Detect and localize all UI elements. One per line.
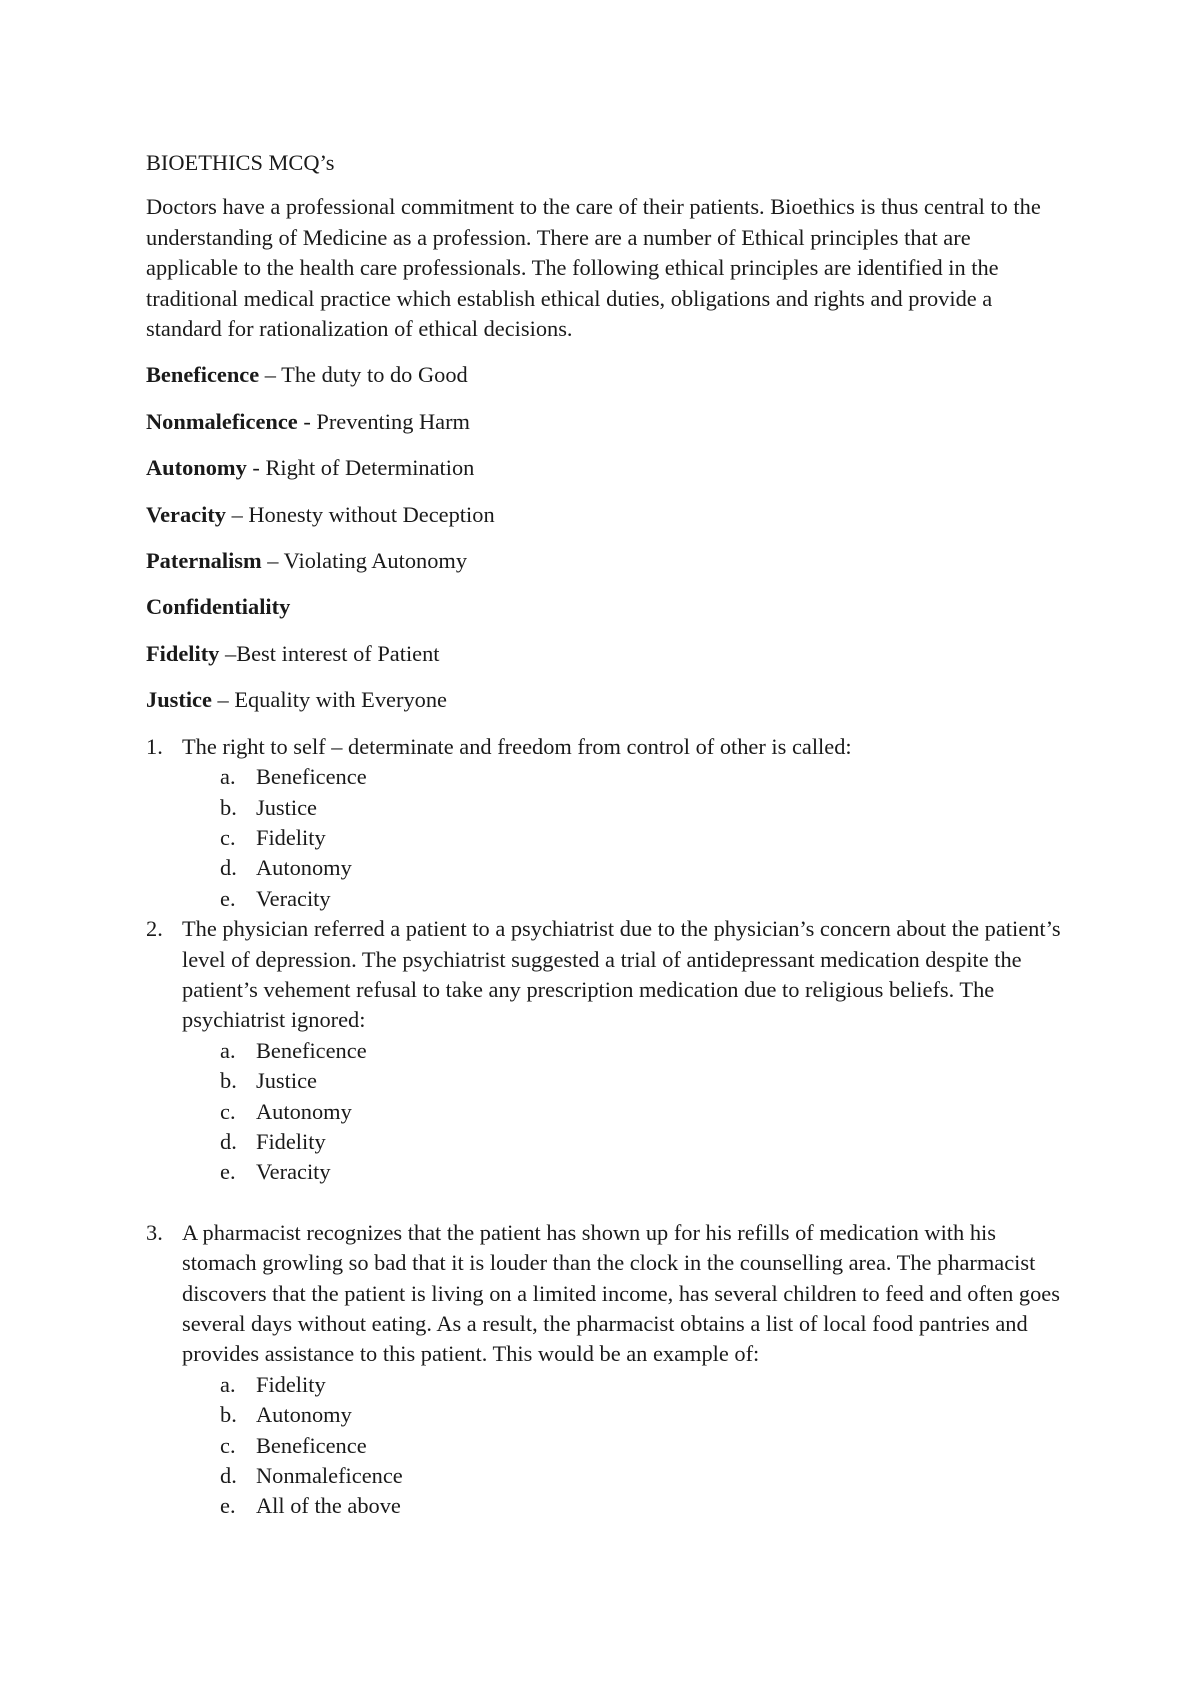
option-letter: b. (220, 1068, 237, 1094)
option-item (220, 793, 1066, 823)
option-item (220, 884, 1066, 914)
option-text: Fidelity (256, 824, 326, 850)
principle-justice (146, 685, 1066, 715)
principle-description: Best interest of Patient (236, 640, 440, 666)
option-text: Veracity (256, 1159, 331, 1185)
option-text: Fidelity (256, 1371, 326, 1397)
option-letter: a. (220, 764, 236, 790)
option-item (220, 1461, 1066, 1491)
principle-term: Veracity (146, 501, 226, 527)
principle-separator: – (219, 640, 237, 666)
option-item (220, 853, 1066, 883)
principle-description: Equality with Everyone (234, 687, 447, 713)
option-text: Veracity (256, 885, 331, 911)
option-text: Autonomy (256, 855, 352, 881)
principle-separator: – (261, 548, 284, 574)
principle-autonomy (146, 453, 1066, 483)
option-letter: d. (220, 1128, 237, 1154)
option-list (182, 762, 1066, 914)
principle-term: Fidelity (146, 640, 220, 666)
option-letter: c. (220, 1432, 236, 1458)
question-text: The physician referred a patient to a psychiatrist due to the physician’s concern about the patient’s level of depression. The psychiatrist suggested a trial of antidepressant medication despite the patient’s vehement refusal to take any prescription medication due to religious beliefs. The psychiatrist ignored: (182, 916, 1061, 1033)
option-item (220, 1097, 1066, 1127)
question-3 (146, 1218, 1066, 1522)
option-letter: c. (220, 1098, 236, 1124)
option-text: Fidelity (256, 1128, 326, 1154)
principle-separator: – (259, 362, 282, 388)
option-letter: e. (220, 885, 236, 911)
intro-paragraph: Doctors have a professional commitment to the care of their patients. Bioethics is thus central to the understanding of Medicine as a profession. There are a number of Ethical principles that are applicable to the health care professionals. The following ethical principles are identified in the traditional medical practice which establish ethical duties, obligations and rights and provide a standard for rationalization of ethical decisions. (146, 194, 1041, 342)
principle-description: Preventing Harm (316, 408, 470, 434)
option-letter: a. (220, 1371, 236, 1397)
principle-separator: - (246, 455, 266, 481)
principle-separator: – (211, 687, 235, 713)
option-text: All of the above (256, 1493, 401, 1519)
option-letter: e. (220, 1159, 236, 1185)
question-list (146, 732, 1066, 1522)
principle-beneficence (146, 360, 1066, 390)
option-item (220, 762, 1066, 792)
principle-description: Right of Determination (265, 455, 475, 481)
principle-term: Confidentiality (146, 594, 291, 620)
option-letter: c. (220, 824, 236, 850)
option-letter: b. (220, 794, 237, 820)
principle-term: Nonmaleficence (146, 408, 298, 434)
option-item (220, 1066, 1066, 1096)
principle-separator: – (226, 501, 249, 527)
blank-line (182, 1188, 1066, 1218)
option-letter: b. (220, 1402, 237, 1428)
option-item (220, 1491, 1066, 1521)
option-text: Autonomy (256, 1402, 352, 1428)
option-item (220, 1036, 1066, 1066)
principle-paternalism (146, 546, 1066, 576)
option-item (220, 1127, 1066, 1157)
question-number: 1. (146, 733, 163, 759)
principle-description: Honesty without Deception (248, 501, 495, 527)
option-text: Nonmaleficence (256, 1463, 403, 1489)
option-item (220, 1370, 1066, 1400)
option-letter: e. (220, 1493, 236, 1519)
principle-term: Autonomy (146, 455, 247, 481)
principle-separator: - (297, 408, 317, 434)
principle-description: The duty to do Good (281, 362, 468, 388)
question-number: 3. (146, 1219, 163, 1245)
option-item (220, 1400, 1066, 1430)
option-text: Beneficence (256, 1037, 367, 1063)
option-text: Justice (256, 1068, 317, 1094)
principle-term: Justice (146, 687, 212, 713)
principle-term: Beneficence (146, 362, 260, 388)
option-list (182, 1370, 1066, 1522)
option-item (220, 1431, 1066, 1461)
principle-nonmaleficence (146, 407, 1066, 437)
option-letter: d. (220, 1463, 237, 1489)
principle-veracity (146, 500, 1066, 530)
option-text: Autonomy (256, 1098, 352, 1124)
document-title: BIOETHICS MCQ’s (146, 150, 335, 175)
question-text: A pharmacist recognizes that the patient has shown up for his refills of medication with his stomach growling so bad that it is louder than the clock in the counselling area. The pharmacist discovers that the patient is living on a limited income, has several children to feed and often goes several days without eating. As a result, the pharmacist obtains a list of local food pantries and provides assistance to this patient. This would be an example of: (182, 1219, 1060, 1367)
question-1 (146, 732, 1066, 914)
option-item (220, 1157, 1066, 1187)
question-number: 2. (146, 916, 163, 942)
principle-description: Violating Autonomy (283, 548, 468, 574)
option-item (220, 823, 1066, 853)
document-page (146, 148, 1066, 1522)
principles-list (146, 360, 1066, 715)
question-2 (146, 914, 1066, 1218)
option-letter: a. (220, 1037, 236, 1063)
option-text: Beneficence (256, 1432, 367, 1458)
principle-confidentiality (146, 592, 1066, 622)
option-text: Justice (256, 794, 317, 820)
principle-term: Paternalism (146, 548, 262, 574)
question-text: The right to self – determinate and freedom from control of other is called: (182, 733, 852, 759)
option-text: Beneficence (256, 764, 367, 790)
option-list (182, 1036, 1066, 1188)
option-letter: d. (220, 855, 237, 881)
principle-fidelity (146, 639, 1066, 669)
